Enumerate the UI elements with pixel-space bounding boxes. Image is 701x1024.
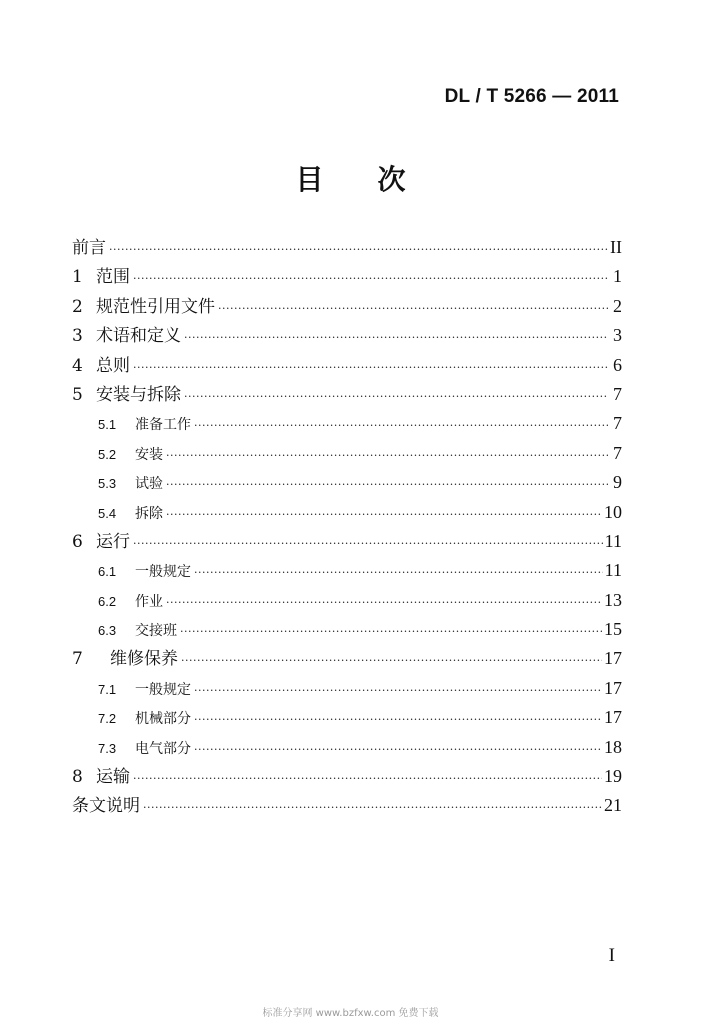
toc-entry-label: 规范性引用文件 [96, 296, 215, 317]
toc-entry[interactable] [72, 233, 622, 262]
toc-entry-number: 5 [72, 384, 83, 405]
toc-entry-page: 9 [613, 472, 622, 493]
toc-entry-label: 运输 [96, 767, 130, 788]
toc-entry-page: 1 [613, 266, 622, 287]
toc-entry-label: 维修保养 [110, 649, 178, 670]
toc-entry-label: 拆除 [135, 505, 163, 522]
toc-entry-number: 5.3 [98, 476, 117, 492]
toc-entry-number: 7.2 [98, 711, 117, 727]
toc-entry-page: 11 [604, 530, 622, 551]
toc-entry-label: 准备工作 [135, 417, 191, 434]
toc-entry-label: 总则 [96, 355, 130, 376]
toc-entry[interactable] [72, 703, 622, 732]
toc-entry-page: 21 [604, 795, 622, 816]
toc-entry-label: 术语和定义 [96, 326, 181, 347]
toc-entry[interactable] [72, 586, 622, 615]
toc-entry-page: 7 [613, 383, 622, 404]
toc-entry-page: II [610, 237, 622, 257]
toc-entry[interactable] [72, 439, 622, 468]
dot-leader [194, 705, 602, 734]
dot-leader [180, 617, 602, 646]
toc-entry-label: 作业 [135, 593, 163, 610]
toc-entry-number: 8 [72, 767, 83, 788]
toc-entry-page: 3 [613, 325, 622, 346]
dot-leader [194, 735, 602, 764]
toc-entry-label: 前言 [72, 238, 106, 258]
toc-entry-number: 5.2 [98, 446, 117, 462]
toc-entry[interactable] [72, 762, 622, 791]
dot-leader [194, 411, 608, 440]
dot-leader [166, 588, 602, 617]
toc-entry-page: 15 [604, 619, 622, 640]
toc-entry-label: 安装 [135, 446, 163, 463]
toc-entry-page: 6 [613, 354, 622, 375]
dot-leader [133, 529, 603, 558]
toc-entry-label: 范围 [96, 267, 130, 288]
toc-entry-number: 1 [72, 267, 83, 288]
page-title: 目次 [295, 163, 460, 196]
toc-entry-page: 7 [613, 442, 622, 463]
toc-entry-number: 4 [72, 355, 83, 376]
toc-entry[interactable] [72, 615, 622, 644]
toc-entry-label: 交接班 [135, 623, 177, 640]
toc-entry-page: 11 [604, 560, 622, 581]
dot-leader [181, 646, 602, 675]
toc-entry-number: 7.3 [98, 740, 117, 756]
toc-entry[interactable] [72, 262, 622, 291]
dot-leader [184, 323, 608, 352]
toc-entry[interactable] [72, 380, 622, 409]
toc-entry-number: 6 [72, 531, 83, 552]
toc-entry-page: 17 [604, 648, 622, 669]
toc-entry-number: 6.2 [98, 593, 117, 609]
toc-entry-number: 5.4 [98, 505, 117, 521]
toc-entry-label: 一般规定 [135, 564, 191, 581]
toc-entry-page: 7 [613, 413, 622, 434]
toc-entry[interactable] [72, 321, 622, 350]
toc-entry[interactable] [72, 351, 622, 380]
toc-entry-number: 7.1 [98, 681, 117, 697]
toc-entry[interactable] [72, 498, 622, 527]
toc-entry-number: 3 [72, 326, 83, 347]
standard-code: DL / T 5266 — 2011 [444, 86, 619, 107]
toc-entry[interactable] [72, 468, 622, 497]
toc-entry-page: 13 [604, 589, 622, 610]
toc-entry-page: 2 [613, 295, 622, 316]
toc-entry-number: 6.1 [98, 564, 117, 580]
toc-entry[interactable] [72, 644, 622, 673]
toc-entry[interactable] [72, 527, 622, 556]
toc-entry-page: 17 [604, 677, 622, 698]
toc-entry-page: 17 [604, 707, 622, 728]
toc-entry[interactable] [72, 292, 622, 321]
toc-entry[interactable] [72, 409, 622, 438]
toc-entry-number: 7 [72, 649, 83, 670]
toc-entry[interactable] [72, 733, 622, 762]
toc-entry-label: 电气部分 [135, 740, 191, 757]
toc-entry-label: 条文说明 [72, 796, 140, 817]
dot-leader [133, 264, 608, 293]
dot-leader [194, 558, 603, 587]
dot-leader [218, 294, 608, 323]
dot-leader [133, 764, 602, 793]
dot-leader [166, 441, 608, 470]
dot-leader [166, 470, 608, 499]
dot-leader [133, 353, 608, 382]
toc-entry-page: 18 [604, 736, 622, 757]
dot-leader [166, 500, 602, 529]
toc-entry-label: 运行 [96, 531, 130, 552]
table-of-contents [72, 233, 622, 821]
toc-entry-label: 安装与拆除 [96, 384, 181, 405]
toc-entry[interactable] [72, 556, 622, 585]
toc-entry[interactable] [72, 791, 622, 820]
toc-entry-page: 19 [604, 766, 622, 787]
toc-entry-page: 10 [604, 501, 622, 522]
dot-leader [109, 235, 608, 264]
toc-entry-number: 5.1 [98, 417, 117, 433]
toc-entry-label: 一般规定 [135, 681, 191, 698]
toc-entry[interactable] [72, 674, 622, 703]
dot-leader [184, 382, 608, 411]
watermark: 标准分享网 www.bzfxw.com 免费下载 [262, 1008, 439, 1019]
dot-leader [143, 793, 602, 822]
page-number: I [608, 945, 615, 966]
toc-entry-label: 试验 [135, 476, 163, 493]
toc-entry-number: 6.3 [98, 623, 117, 639]
dot-leader [194, 676, 602, 705]
toc-entry-label: 机械部分 [135, 711, 191, 728]
toc-entry-number: 2 [72, 296, 83, 317]
